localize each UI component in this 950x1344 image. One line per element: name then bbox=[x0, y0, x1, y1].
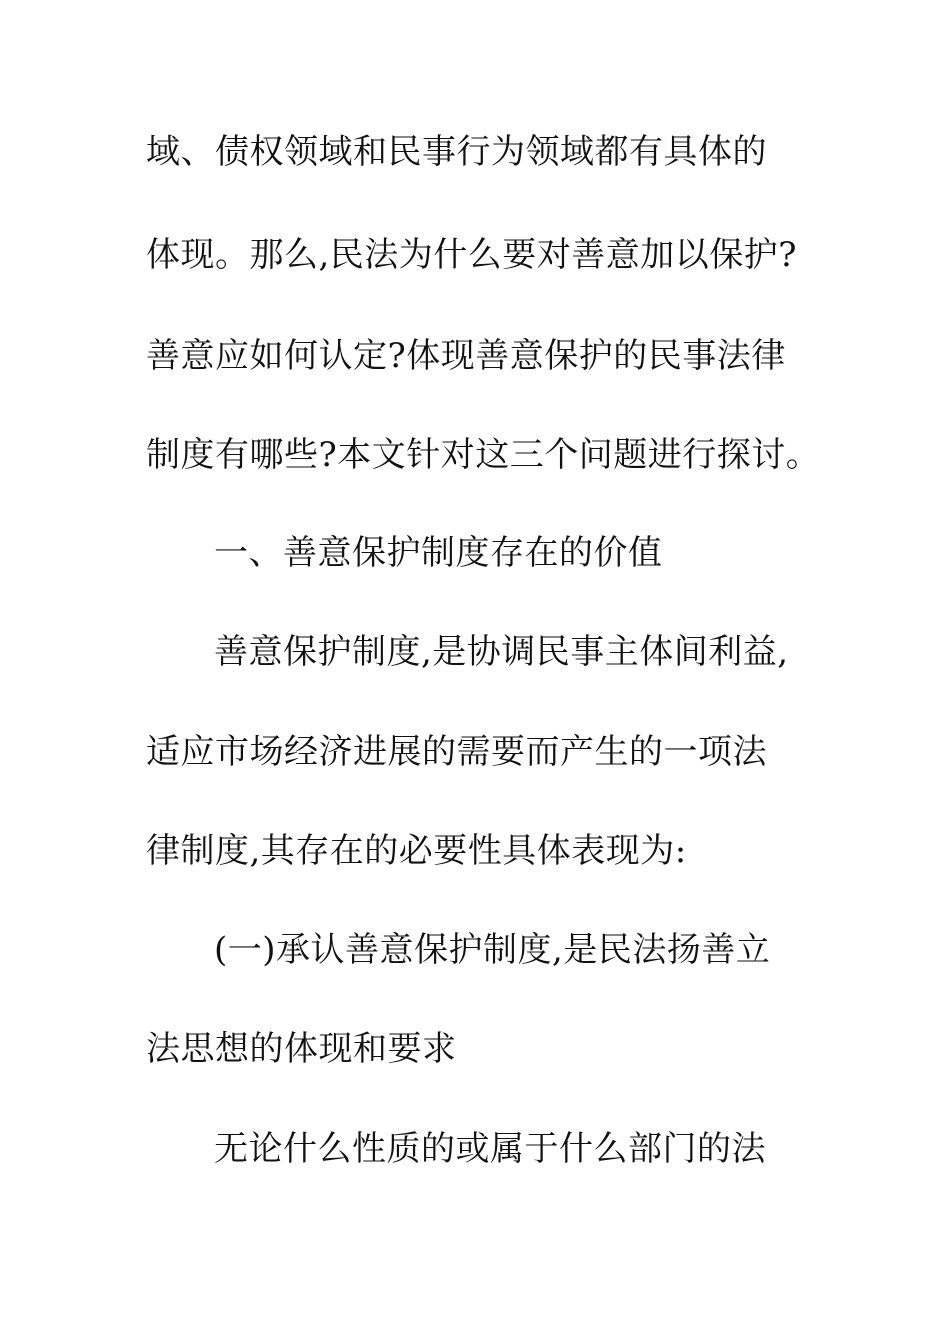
text-line-8: 律制度,其存在的必要性具体表现为: bbox=[146, 831, 687, 871]
text-line-2: 体现。那么,民法为什么要对善意加以保护? bbox=[146, 235, 798, 275]
text-line-1: 域、债权领域和民事行为领域都有具体的 bbox=[146, 132, 767, 172]
subsection-heading-continued: 法思想的体现和要求 bbox=[146, 1029, 457, 1069]
subsection-heading: (一)承认善意保护制度,是民法扬善立 bbox=[214, 930, 771, 970]
text-line-3: 善意应如何认定?体现善意保护的民事法律 bbox=[146, 336, 786, 376]
section-heading: 一、善意保护制度存在的价值 bbox=[214, 533, 663, 573]
text-line-7: 适应市场经济进展的需要而产生的一项法 bbox=[146, 732, 767, 772]
paragraph-start: 善意保护制度,是协调民事主体间利益, bbox=[214, 632, 789, 672]
paragraph-start-2: 无论什么性质的或属于什么部门的法 bbox=[214, 1129, 766, 1169]
text-line-4: 制度有哪些?本文针对这三个问题进行探讨。 bbox=[146, 435, 821, 475]
